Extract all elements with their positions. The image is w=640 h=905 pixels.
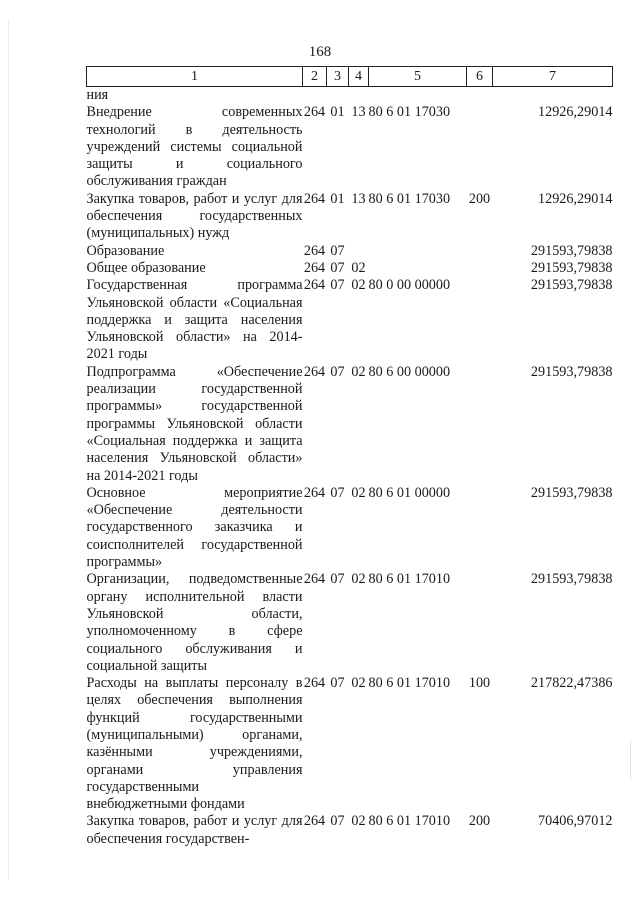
row-ved-code: 264 [303, 571, 326, 588]
row-amount: 70406,97012 [538, 813, 613, 830]
row-subsection-code: 13 [351, 190, 366, 207]
row-amount: 291593,79838 [530, 277, 613, 294]
row-expense-type [467, 104, 493, 190]
row-target-article: 80 6 01 17010 [368, 813, 451, 830]
table-row [87, 675, 613, 813]
row-expense-type: 100 [468, 675, 491, 692]
row-amount: 291593,79838 [530, 571, 613, 588]
row-amount: 291593,79838 [530, 484, 613, 501]
row-ved-code: 264 [303, 363, 326, 380]
row-name: Общее образование [86, 259, 206, 276]
row-expense-type: 200 [468, 190, 491, 207]
row-section-code: 07 [330, 363, 345, 380]
row-ved-code [303, 87, 327, 105]
row-ved-code: 264 [303, 675, 326, 692]
column-header: 1 [87, 67, 303, 87]
column-header: 3 [327, 67, 349, 87]
row-section-code: 01 [330, 104, 345, 121]
row-ved-code: 264 [303, 813, 326, 830]
row-section-code [327, 87, 349, 105]
table-row [87, 571, 613, 675]
row-name: Расходы на выплаты персоналу в целях обеспечения выполнения функций государственными (муниципальными) органами, казёнными учреждениями, органами управления государственными внебюджетными фондами [86, 675, 303, 813]
row-subsection-code: 02 [351, 259, 366, 276]
row-name: Государственная программа Ульяновской области «Социальная поддержка и защита населения Ульяновской области» на 2014-2021 годы [86, 277, 303, 363]
row-name: Закупка товаров, работ и услуг для обеспечения государственных (муниципальных) нужд [86, 190, 303, 242]
table-row [87, 87, 613, 105]
page-number: 168 [308, 44, 332, 60]
table-row [87, 243, 613, 260]
budget-table [86, 66, 613, 848]
table-row [87, 260, 613, 277]
column-header: 2 [303, 67, 327, 87]
table-row [87, 277, 613, 363]
row-ved-code: 264 [303, 190, 326, 207]
row-ved-code: 264 [303, 104, 326, 121]
column-header: 7 [493, 67, 613, 87]
row-name: Закупка товаров, работ и услуг для обеспечения государствен- [86, 813, 303, 847]
row-target-article [369, 243, 467, 260]
row-expense-type [467, 260, 493, 277]
row-expense-type [467, 87, 493, 105]
column-header-row [87, 67, 613, 87]
row-name: ния [86, 87, 109, 103]
row-name: Образование [86, 242, 165, 259]
row-section-code: 07 [330, 259, 345, 276]
row-ved-code: 264 [303, 259, 326, 276]
row-target-article [369, 260, 467, 277]
row-target-article: 80 6 00 00000 [368, 363, 451, 380]
row-expense-type: 200 [468, 813, 491, 830]
row-name: Подпрограмма «Обеспечение реализации государственной программы» государственной программы Ульяновской области «Социальная поддержка и защита населения Ульяновской области» на 2014-2021 годы [86, 363, 303, 484]
row-expense-type [467, 243, 493, 260]
row-amount: 12926,29014 [538, 104, 613, 121]
row-subsection-code: 02 [351, 813, 366, 830]
row-amount: 12926,29014 [538, 190, 613, 207]
table-row [87, 104, 613, 190]
row-section-code: 07 [330, 675, 345, 692]
row-target-article: 80 6 01 17030 [368, 104, 451, 121]
row-amount: 291593,79838 [530, 242, 613, 259]
row-section-code: 01 [330, 190, 345, 207]
row-section-code: 07 [330, 277, 345, 294]
row-name: Организации, подведомственные органу исполнительной власти Ульяновской области, уполномоченному в сфере социального обслуживания и социальной защиты [86, 571, 303, 674]
row-amount: 291593,79838 [530, 363, 613, 380]
row-target-article: 80 6 01 17010 [368, 571, 451, 588]
row-amount: 291593,79838 [530, 259, 613, 276]
column-header: 6 [467, 67, 493, 87]
row-subsection-code: 02 [351, 277, 366, 294]
row-ved-code: 264 [303, 484, 326, 501]
row-target-article: 80 0 00 00000 [368, 277, 451, 294]
row-amount: 217822,47386 [530, 675, 613, 692]
row-name: Внедрение современных технологий в деятельность учреждений системы социальной защиты и социального обслуживания граждан [86, 104, 303, 190]
row-section-code: 07 [330, 571, 345, 588]
row-subsection-code: 02 [351, 571, 366, 588]
row-subsection-code: 02 [351, 484, 366, 501]
row-target-article: 80 6 01 17010 [368, 675, 451, 692]
table-row [87, 813, 613, 848]
row-section-code: 07 [330, 242, 345, 259]
scan-edge-right [630, 740, 631, 780]
table-row [87, 485, 613, 571]
scan-edge-left [8, 20, 9, 880]
row-section-code: 07 [330, 484, 345, 501]
row-name: Основное мероприятие «Обеспечение деятельности государственного заказчика и соисполнителей государственной программы» [86, 484, 303, 571]
table-body [87, 87, 613, 849]
row-ved-code: 264 [303, 242, 326, 259]
column-header: 4 [349, 67, 369, 87]
row-amount [493, 87, 613, 105]
row-subsection-code [349, 87, 369, 105]
row-ved-code: 264 [303, 277, 326, 294]
column-header: 5 [369, 67, 467, 87]
row-expense-type [467, 277, 493, 363]
row-subsection-code: 02 [351, 675, 366, 692]
table-row [87, 364, 613, 485]
row-expense-type [467, 485, 493, 571]
row-expense-type [467, 571, 493, 675]
row-target-article [369, 87, 467, 105]
row-section-code: 07 [330, 813, 345, 830]
row-target-article: 80 6 01 00000 [368, 484, 451, 501]
row-subsection-code: 13 [351, 104, 366, 121]
row-subsection-code: 02 [351, 363, 366, 380]
row-expense-type [467, 364, 493, 485]
table-row [87, 191, 613, 243]
row-target-article: 80 6 01 17030 [368, 190, 451, 207]
row-subsection-code [349, 243, 369, 260]
